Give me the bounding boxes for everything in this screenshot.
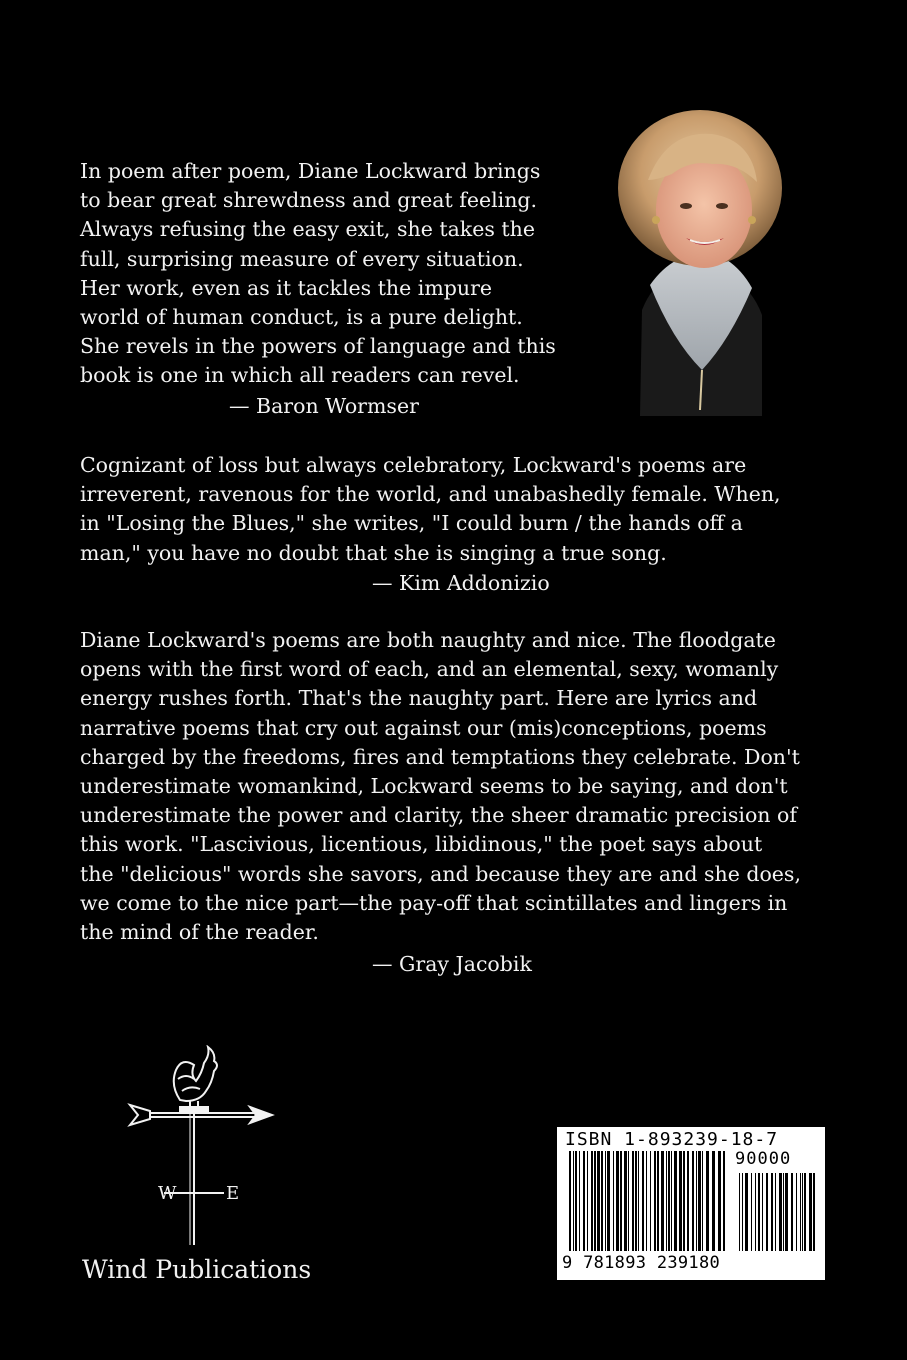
blurb-kim-addonizio xyxy=(80,451,781,568)
price-code: 90000 xyxy=(735,1149,792,1169)
blurb-line: Cognizant of loss but always celebratory, Lockward's poems are xyxy=(80,453,747,477)
vane-east-letter: E xyxy=(226,1183,240,1204)
author-photo xyxy=(612,110,790,416)
attribution-kim-addonizio: — Kim Addonizio xyxy=(372,571,550,595)
blurb-line: book is one in which all readers can revel. xyxy=(80,363,520,388)
vane-west-letter: W xyxy=(158,1183,177,1204)
barcode-bar xyxy=(624,1151,627,1251)
barcode-bar xyxy=(613,1151,614,1251)
barcode-bar xyxy=(597,1151,600,1251)
blurb-line: man," you have no doubt that she is singing a true song. xyxy=(80,540,667,565)
barcode-bars xyxy=(569,1151,819,1255)
barcode-bar xyxy=(661,1151,664,1251)
attribution-baron-wormser: — Baron Wormser xyxy=(229,394,419,418)
barcode-bar xyxy=(751,1173,752,1251)
barcode-bar xyxy=(654,1151,656,1251)
weathervane-rooster-icon xyxy=(120,1045,280,1245)
barcode-bar xyxy=(742,1173,743,1251)
blurb-line: world of human conduct, is a pure delight. xyxy=(80,305,523,330)
barcode-bar xyxy=(766,1173,768,1251)
blurb-line: in "Losing the Blues," she writes, "I could burn / the hands off a xyxy=(80,511,743,536)
blurb-line: Always refusing the easy exit, she takes the xyxy=(80,217,535,242)
blurb-line: to bear great shrewdness and great feeling. xyxy=(80,188,538,213)
blurb-line: Her work, even as it tackles the impure xyxy=(80,275,493,300)
barcode-bar xyxy=(583,1151,585,1251)
barcode-bar xyxy=(587,1151,588,1251)
barcode-bar xyxy=(646,1151,647,1251)
barcode-bar xyxy=(739,1173,740,1251)
barcode-bar xyxy=(620,1151,622,1251)
barcode-bar xyxy=(702,1151,703,1251)
blurb-line: the mind of the reader. xyxy=(80,920,319,945)
barcode-bar xyxy=(628,1151,629,1251)
barcode-bar xyxy=(775,1173,776,1251)
blurb-baron-wormser xyxy=(80,157,556,391)
attribution-gray-jacobik: — Gray Jacobik xyxy=(372,952,532,976)
barcode-bar xyxy=(771,1173,773,1251)
barcode-bar xyxy=(698,1151,701,1251)
blurb-line: we come to the nice part—the pay-off that scintillates and lingers in xyxy=(80,890,788,915)
barcode-bar xyxy=(723,1151,725,1251)
barcode-bar xyxy=(718,1151,721,1251)
barcode-bar xyxy=(674,1151,677,1251)
isbn-label: ISBN 1-893239-18-7 xyxy=(565,1129,779,1150)
barcode-bar xyxy=(607,1151,610,1251)
barcode-bar xyxy=(635,1151,637,1251)
blurb-line: the "delicious" words she savors, and because they are and she does, xyxy=(80,861,801,886)
barcode-bar xyxy=(594,1151,596,1251)
blurb-gray-jacobik xyxy=(80,626,801,947)
barcode-bar xyxy=(671,1151,672,1251)
barcode-bar xyxy=(683,1151,685,1251)
barcode-bar xyxy=(802,1173,803,1251)
barcode-bar xyxy=(657,1151,659,1251)
barcode-bar xyxy=(666,1151,667,1251)
ean-digits: 9 781893 239180 xyxy=(562,1253,721,1273)
blurb-line: In poem after poem, Diane Lockward brings xyxy=(80,159,541,183)
barcode-bar xyxy=(692,1151,694,1251)
blurb-line: Diane Lockward's poems are both naughty and nice. The floodgate xyxy=(80,628,776,652)
barcode-bar xyxy=(679,1151,682,1251)
blurb-line: full, surprising measure of every situation. xyxy=(80,246,524,271)
barcode-bar xyxy=(601,1151,603,1251)
barcode-bar xyxy=(706,1151,709,1251)
barcode-bar xyxy=(758,1173,760,1251)
barcode-bar xyxy=(579,1151,580,1251)
publisher-name: Wind Publications xyxy=(82,1255,312,1284)
barcode-bar xyxy=(813,1173,815,1251)
barcode-bar xyxy=(712,1151,715,1251)
barcode-bar xyxy=(745,1173,748,1251)
blurb-line: underestimate womankind, Lockward seems to be saying, and don't xyxy=(80,774,788,799)
barcode-bar xyxy=(755,1173,756,1251)
barcode-bar xyxy=(632,1151,634,1251)
blurb-line: this work. "Lascivious, licentious, libidinous," the poet says about xyxy=(80,832,763,857)
barcode-bar xyxy=(800,1173,801,1251)
barcode-bar xyxy=(642,1151,644,1251)
barcode-bar xyxy=(796,1173,797,1251)
blurb-line: energy rushes forth. That's the naughty part. Here are lyrics and xyxy=(80,686,758,711)
blurb-line: narrative poems that cry out against our (mis)conceptions, poems xyxy=(80,715,767,740)
barcode-bar xyxy=(696,1151,697,1251)
blurb-line: She revels in the powers of language and this xyxy=(80,334,556,359)
barcode-bar xyxy=(791,1173,793,1251)
barcode-bar xyxy=(687,1151,689,1251)
barcode-bar xyxy=(605,1151,606,1251)
barcode-bar xyxy=(668,1151,670,1251)
barcode-bar xyxy=(785,1173,788,1251)
barcode-bar xyxy=(638,1151,639,1251)
barcode-bar xyxy=(762,1173,763,1251)
blurb-line: underestimate the power and clarity, the sheer dramatic precision of xyxy=(80,803,797,828)
barcode-bar xyxy=(779,1173,782,1251)
blurb-line: charged by the freedoms, fires and temptations they celebrate. Don't xyxy=(80,744,800,769)
barcode-bar xyxy=(573,1151,574,1251)
barcode-bar xyxy=(650,1151,651,1251)
isbn-barcode xyxy=(557,1127,825,1280)
barcode-bar xyxy=(809,1173,812,1251)
barcode-bar xyxy=(575,1151,577,1251)
barcode-bar xyxy=(783,1173,784,1251)
barcode-bar xyxy=(591,1151,593,1251)
blurb-line: opens with the first word of each, and an elemental, sexy, womanly xyxy=(80,657,779,682)
blurb-line: irreverent, ravenous for the world, and unabashedly female. When, xyxy=(80,482,781,507)
barcode-bar xyxy=(804,1173,806,1251)
barcode-bar xyxy=(616,1151,619,1251)
barcode-bar xyxy=(569,1151,571,1251)
